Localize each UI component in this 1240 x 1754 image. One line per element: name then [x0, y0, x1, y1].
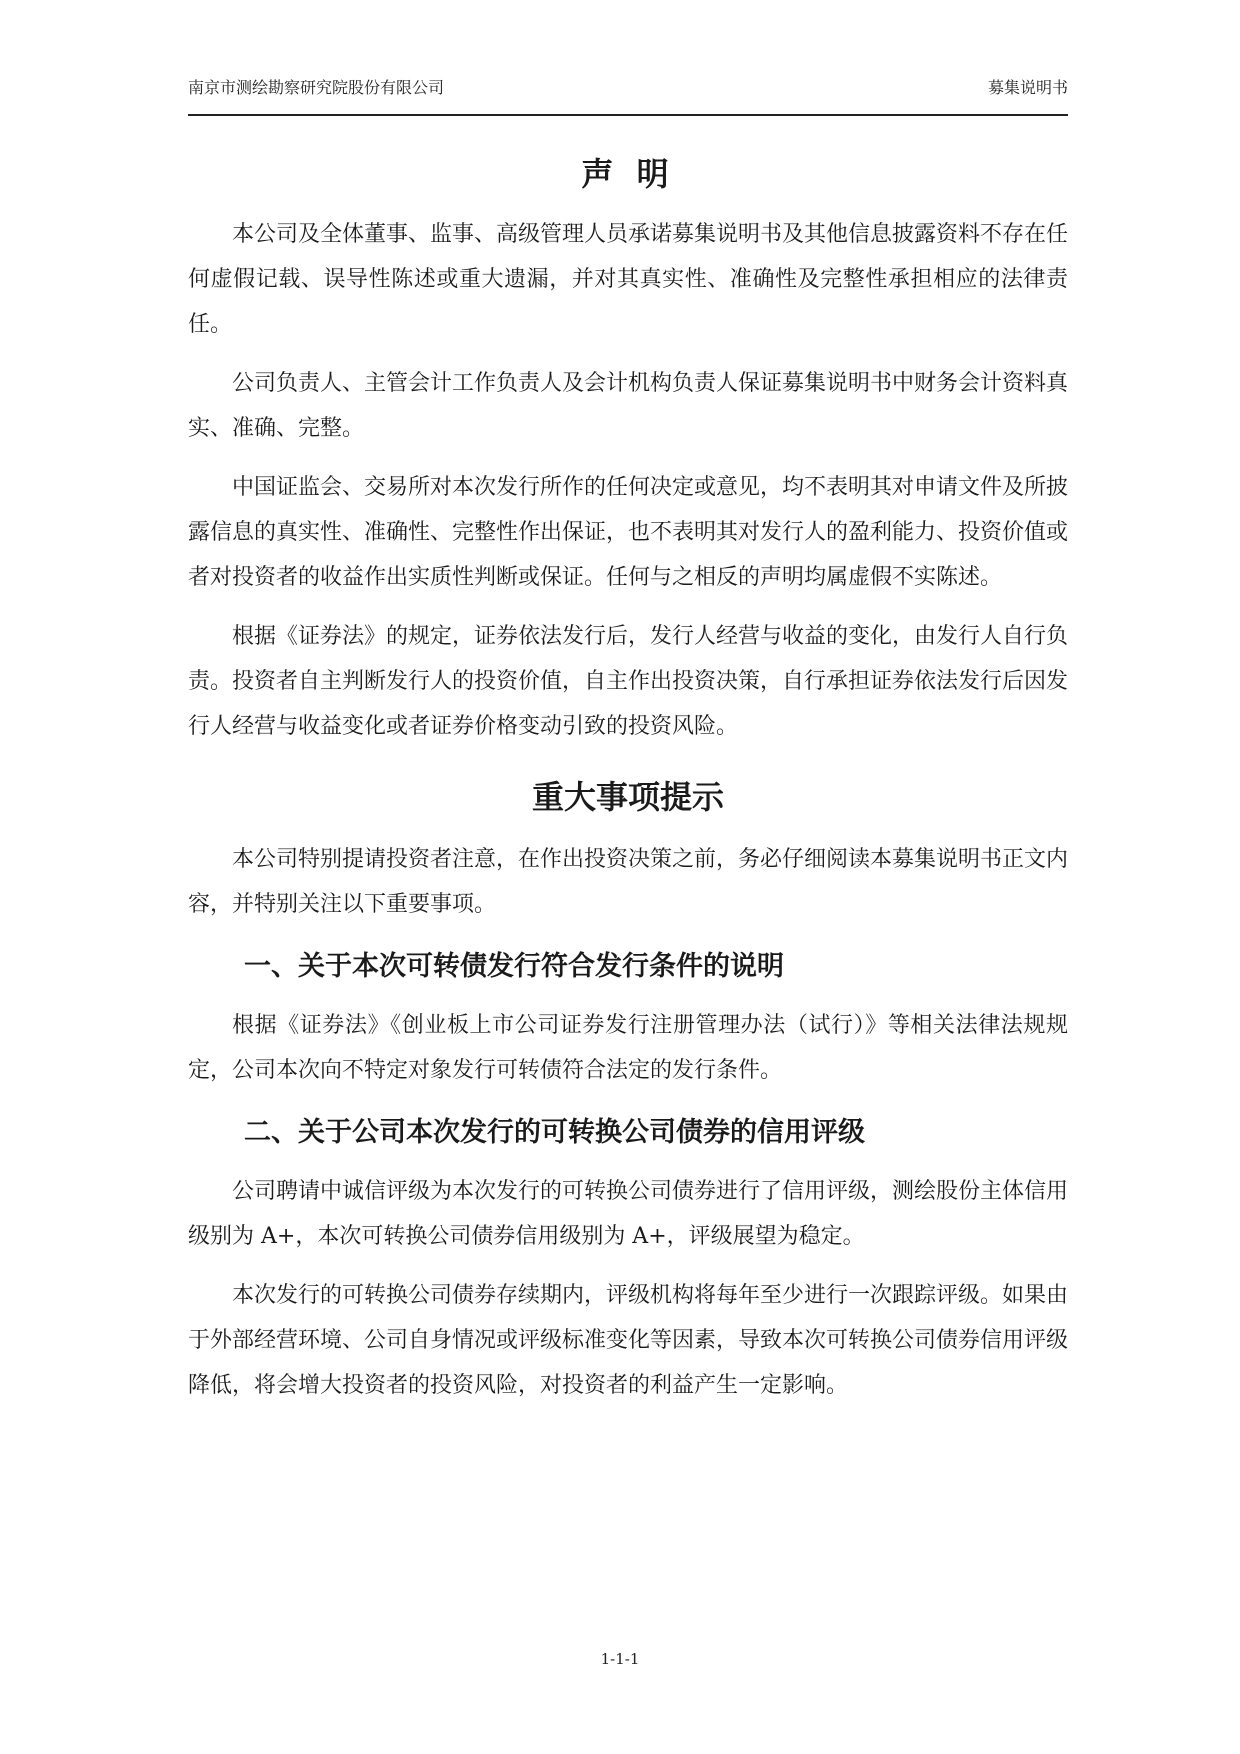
notice-intro: 本公司特别提请投资者注意，在作出投资决策之前，务必仔细阅读本募集说明书正文内容，并特别关注以下重要事项。	[188, 847, 1069, 917]
declaration-title: 声 明	[581, 155, 675, 193]
declaration-paragraph: 公司负责人、主管会计工作负责人及会计机构负责人保证募集说明书中财务会计资料真实、准确、完整。	[188, 371, 1069, 441]
header-divider	[188, 114, 1068, 116]
section-2-heading: 二、关于公司本次发行的可转换公司债券的信用评级	[244, 1117, 865, 1148]
page-number: 1-1-1	[600, 1650, 640, 1668]
page-content	[188, 148, 1068, 1422]
section-2-paragraph: 本次发行的可转换公司债券存续期内，评级机构将每年至少进行一次跟踪评级。如果由于外部经营环境、公司自身情况或评级标准变化等因素，导致本次可转换公司债券信用评级降低，将会增大投资者的投资风险，对投资者的利益产生一定影响。	[188, 1283, 1069, 1398]
declaration-paragraph: 根据《证券法》的规定，证券依法发行后，发行人经营与收益的变化，由发行人自行负责。投资者自主判断发行人的投资价值，自主作出投资决策，自行承担证券依法发行后因发行人经营与收益变化或者证券价格变动引致的投资风险。	[188, 624, 1069, 739]
notice-title: 重大事项提示	[531, 778, 724, 816]
section-1-heading: 一、关于本次可转债发行符合发行条件的说明	[244, 951, 784, 982]
page-header	[188, 76, 1068, 100]
declaration-paragraph: 本公司及全体董事、监事、高级管理人员承诺募集说明书及其他信息披露资料不存在任何虚假记载、误导性陈述或重大遗漏，并对其真实性、准确性及完整性承担相应的法律责任。	[188, 222, 1069, 337]
header-company-name: 南京市测绘勘察研究院股份有限公司	[188, 78, 445, 97]
section-1-paragraph: 根据《证券法》《创业板上市公司证券发行注册管理办法（试行）》等相关法律法规规定，公司本次向不特定对象发行可转债符合法定的发行条件。	[188, 1013, 1068, 1083]
section-2-paragraph: 公司聘请中诚信评级为本次发行的可转换公司债券进行了信用评级，测绘股份主体信用级别为 A+，本次可转换公司债券信用级别为 A+，评级展望为稳定。	[188, 1179, 1069, 1249]
header-document-type: 募集说明书	[987, 78, 1068, 97]
declaration-paragraph: 中国证监会、交易所对本次发行所作的任何决定或意见，均不表明其对申请文件及所披露信息的真实性、准确性、完整性作出保证，也不表明其对发行人的盈利能力、投资价值或者对投资者的收益作出实质性判断或保证。任何与之相反的声明均属虚假不实陈述。	[188, 475, 1069, 590]
